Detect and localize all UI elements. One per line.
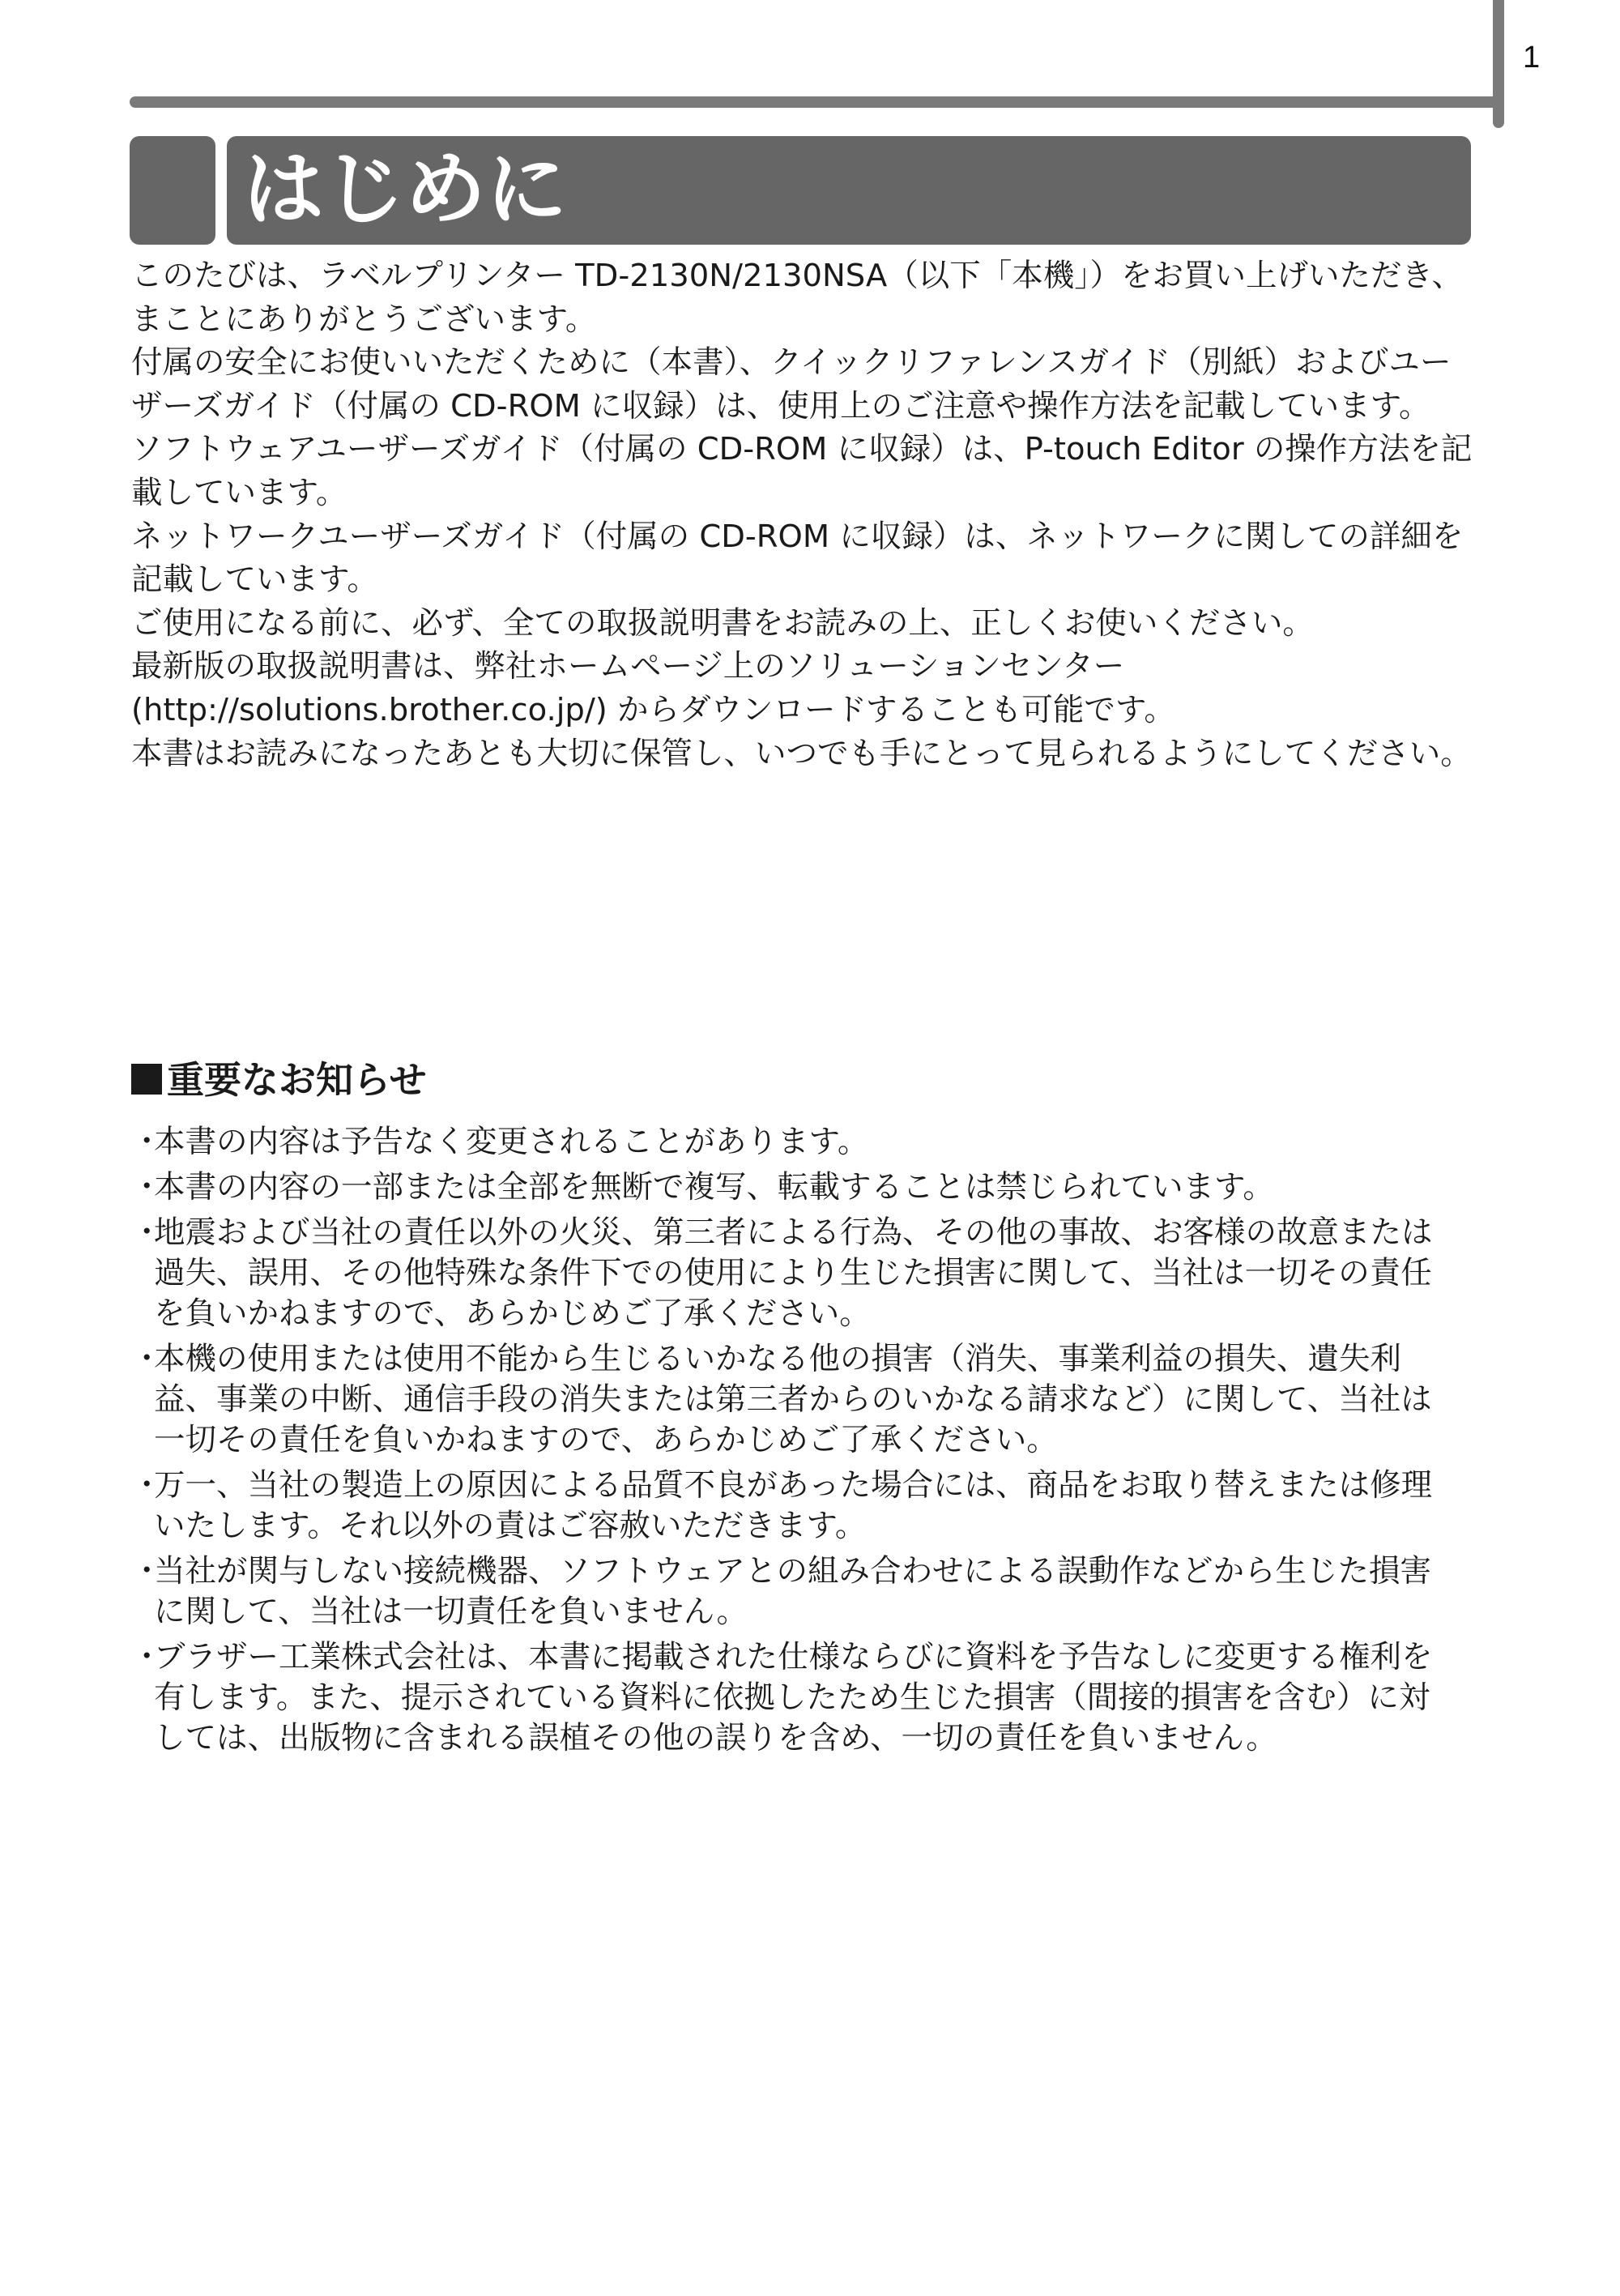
list-item-text: ブラザー工業株式会社は、本書に掲載された仕様ならびに資料を予告なしに変更する権利を有します。また、提示されている資料に依拠したため生じた損害（間接的損害を含む）に対しては、出版物に含まれる誤植その他の誤りを含め、一切の責任を負いません。: [154, 1639, 1433, 1756]
list-item-text: 当社が関与しない接続機器、ソフトウェアとの組み合わせによる誤動作などから生じた損害に関して、当社は一切責任を負いません。: [154, 1553, 1431, 1630]
list-item-text: 本書の内容は予告なく変更されることがあります。: [154, 1124, 869, 1160]
intro-paragraph: このたびは、ラベルプリンター TD-2130N/2130NSA（以下「本機」）をお買い上げいただき、まことにありがとうございます。: [131, 258, 1463, 338]
list-item: [131, 1213, 1452, 1334]
intro-paragraph: ネットワークユーザーズガイド（付属の CD-ROM に収録）は、ネットワークに関しての詳細を記載しています。: [131, 518, 1464, 599]
bullet-dot-icon: ・: [131, 1467, 163, 1504]
page-number: 1: [1523, 41, 1541, 75]
list-item: [131, 1466, 1452, 1547]
intro-section: [131, 254, 1476, 775]
notice-heading-text: 重要なお知らせ: [167, 1058, 427, 1102]
notice-list: [131, 1122, 1452, 1764]
bullet-dot-icon: ・: [131, 1341, 163, 1377]
header-rule: [130, 96, 1504, 108]
bullet-dot-icon: ・: [131, 1639, 163, 1675]
title-marker-block: [130, 136, 215, 245]
list-item-text: 地震および当社の責任以外の火災、第三者による行為、その他の事故、お客様の故意または過失、誤用、その他特殊な条件下での使用により生じた損害に関して、当社は一切その責任を負いかねますので、あらかじめご了承ください。: [154, 1214, 1433, 1332]
bullet-dot-icon: ・: [131, 1214, 163, 1251]
list-item: [131, 1551, 1452, 1632]
intro-paragraph: ソフトウェアユーザーズガイド（付属の CD-ROM に収録）は、P-touch Editor の操作方法を記載しています。: [131, 431, 1473, 511]
intro-paragraph: 付属の安全にお使いいただくために（本書）、クイックリファレンスガイド（別紙）およびユーザーズガイド（付属の CD-ROM に収録）は、使用上のご注意や操作方法を記載しています。: [131, 344, 1452, 425]
intro-paragraph: ご使用になる前に、必ず、全ての取扱説明書をお読みの上、正しくお使いください。: [131, 604, 1314, 642]
list-item-text: 万一、当社の製造上の原因による品質不良があった場合には、商品をお取り替えまたは修理いたします。それ以外の責はご容赦いただきます。: [154, 1467, 1433, 1544]
list-item: [131, 1167, 1452, 1208]
bullet-dot-icon: ・: [131, 1124, 163, 1160]
square-bullet-icon: [131, 1064, 162, 1095]
list-item-text: 本機の使用または使用不能から生じるいかなる他の損害（消失、事業利益の損失、遺失利益、事業の中断、通信手段の消失または第三者からのいかなる請求など）に関して、当社は一切その責任を負いかねますので、あらかじめご了承ください。: [154, 1341, 1432, 1458]
title-banner: [227, 136, 1471, 245]
list-item-text: 本書の内容の一部または全部を無断で複写、転載することは禁じられています。: [154, 1169, 1274, 1206]
page-tab-line: [1493, 0, 1504, 128]
list-item: [131, 1637, 1452, 1759]
bullet-dot-icon: ・: [131, 1169, 163, 1206]
notice-heading: [131, 1058, 427, 1103]
bullet-dot-icon: ・: [131, 1553, 163, 1590]
page-title: はじめに: [243, 142, 567, 237]
intro-paragraph: 最新版の取扱説明書は、弊社ホームページ上のソリューションセンター (http://solutions.brother.co.jp/) からダウンロードすることも可能です。: [131, 648, 1175, 728]
list-item: [131, 1122, 1452, 1163]
intro-paragraph: 本書はお読みになったあとも大切に保管し、いつでも手にとって見られるようにしてください。: [131, 735, 1472, 772]
list-item: [131, 1339, 1452, 1461]
